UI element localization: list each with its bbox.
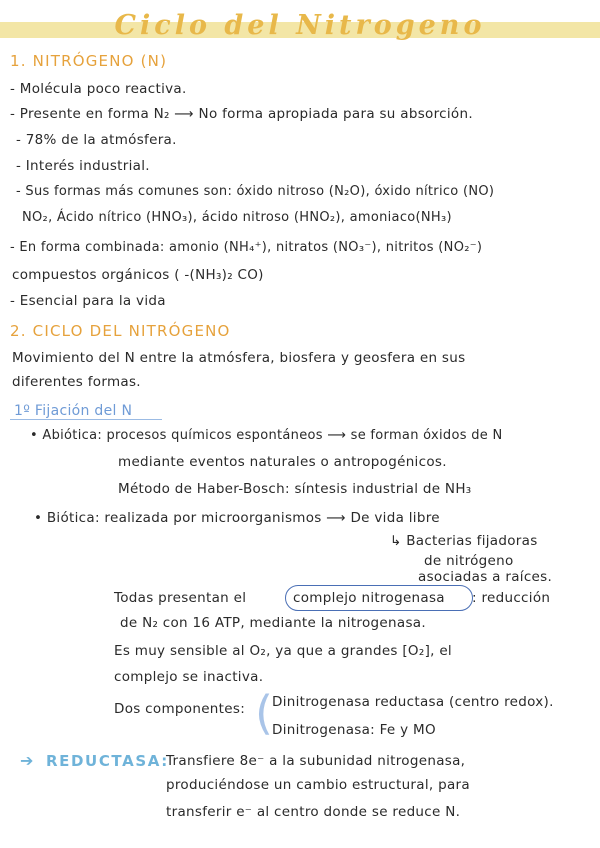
note-line: - Esencial para la vida <box>10 293 166 309</box>
intro-line: diferentes formas. <box>12 374 141 390</box>
componente-item: Dinitrogenasa: Fe y MO <box>272 722 436 738</box>
page-title: Ciclo del Nitrogeno <box>114 10 486 41</box>
biotica-line: ↳ Bacterias fijadoras <box>390 533 538 549</box>
abiotica-line: Método de Haber-Bosch: síntesis industrial de NH₃ <box>118 481 472 497</box>
biotica-line: asociadas a raíces. <box>418 569 553 585</box>
abiotica-line: • Abiótica: procesos químicos espontáneos ⟶ se forman óxidos de N <box>30 428 503 443</box>
intro-line: Movimiento del N entre la atmósfera, biosfera y geosfera en sus <box>12 350 466 366</box>
note-line: - 78% de la atmósfera. <box>16 132 177 148</box>
note-line: - En forma combinada: amonio (NH₄⁺), nitratos (NO₃⁻), nitritos (NO₂⁻) <box>10 240 483 255</box>
note-line: - Sus formas más comunes son: óxido nitroso (N₂O), óxido nítrico (NO) <box>16 184 495 199</box>
componente-item: Dinitrogenasa reductasa (centro redox). <box>272 694 554 710</box>
componentes-label: Dos componentes: <box>114 701 246 717</box>
section-1-heading: 1. NITRÓGENO (N) <box>10 52 168 70</box>
reductasa-line: produciéndose un cambio estructural, para <box>166 777 470 793</box>
subheading-underline <box>10 419 162 420</box>
reductasa-label: REDUCTASA: <box>46 752 169 770</box>
abiotica-line: mediante eventos naturales o antropogénicos. <box>118 454 447 470</box>
section-2-heading: 2. CICLO DEL NITRÓGENO <box>10 322 231 340</box>
note-line: NO₂, Ácido nítrico (HNO₃), ácido nitroso (HNO₂), amoniaco(NH₃) <box>22 210 452 225</box>
subheading-fijacion: 1º Fijación del N <box>14 403 133 419</box>
complejo-line: de N₂ con 16 ATP, mediante la nitrogenasa. <box>120 615 426 631</box>
brace-icon: ( <box>255 686 273 740</box>
complejo-line: complejo se inactiva. <box>114 669 264 685</box>
biotica-line: • Biótica: realizada por microorganismos ⟶ De vida libre <box>34 510 440 526</box>
note-line: compuestos orgánicos ( -(NH₃)₂ CO) <box>12 267 264 283</box>
note-line: - Interés industrial. <box>16 158 150 174</box>
biotica-line: de nitrógeno <box>424 553 514 569</box>
arrow-icon: ➔ <box>20 751 34 770</box>
complejo-before: Todas presentan el <box>114 590 247 606</box>
note-line: - Molécula poco reactiva. <box>10 81 187 97</box>
note-line: - Presente en forma N₂ ⟶ No forma apropiada para su absorción. <box>10 106 473 122</box>
reductasa-line: Transfiere 8e⁻ a la subunidad nitrogenasa, <box>166 753 466 769</box>
complejo-after: : reducción <box>472 590 551 606</box>
complejo-line: Es muy sensible al O₂, ya que a grandes [O₂], el <box>114 643 452 659</box>
reductasa-line: transferir e⁻ al centro donde se reduce N. <box>166 804 461 820</box>
complejo-highlight: complejo nitrogenasa <box>293 590 445 606</box>
